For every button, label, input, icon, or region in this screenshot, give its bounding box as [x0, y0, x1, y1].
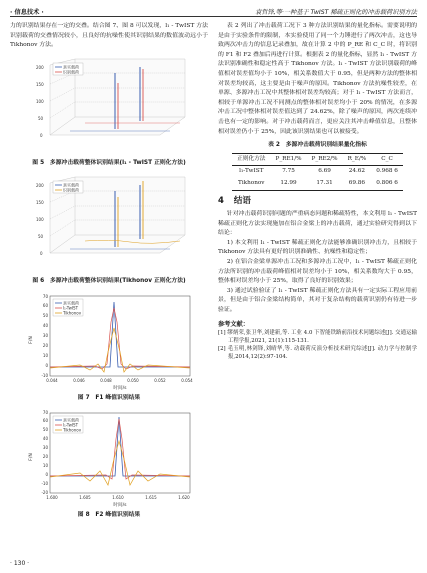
- svg-text:l₁-TwIST: l₁-TwIST: [63, 422, 79, 428]
- fig8-y-ticks: [41, 410, 48, 495]
- fig5-legend-identified: 识别载荷: [63, 69, 79, 75]
- table-cell: 24.62: [348, 168, 366, 175]
- table-row: [232, 178, 403, 190]
- svg-text:0.044: 0.044: [46, 377, 58, 383]
- svg-text:0: 0: [45, 471, 48, 477]
- left-column: [10, 22, 208, 525]
- svg-text:1.615: 1.615: [145, 494, 157, 500]
- svg-text:70: 70: [42, 409, 48, 415]
- table-header: R_E/%: [347, 155, 367, 162]
- fig6-ztick: 0: [40, 251, 43, 257]
- table-cell: 7.75: [282, 168, 295, 175]
- svg-text:30: 30: [42, 332, 48, 338]
- right-paragraph: 表 2 列出了冲击载荷工况下 3 种方法识别结果的量化指标。需要说明的是由于实验条件的限制，本实验使用了同一个力锤进行了两次冲击，这也导致两次冲击力的信息记录叠加，故在计算 2 中的 P_RE 和 C_C 时，将识别的 F1 和 F2 叠加后再进行计算。根据表 2 的量化指标，显然 l₁ - TwIST 方法识别准确性和稳定性高于 Tikhonov 方法。l₁ - TwIST 方法识别载荷的峰值相对误差值均小于 10%，相关系数值大于 0.95，但是两种方法的整体相对误差均较高，这主要是由于噪声的原因。Tikhonov 方法抗噪性较差，在单源、多源冲击工况中其整体相对误差均较高；对于 l₁ - TwIST 方法而言，相较于单源冲击工况不同测点的整体相对误差均小于 20% 的情况，在多源冲击工况中整体相对误差值达到了 24.62%，除了噪声的原因，两次连续冲击也有一定的影响。对于冲击载荷而言，更应关注其冲击峰值信息，且整体相对误差仍小于 25%，因此该识别结果也可以被接受。: [218, 23, 417, 135]
- svg-text:真实载荷: 真实载荷: [63, 300, 79, 306]
- figure-8: [10, 409, 208, 521]
- svg-text:0: 0: [45, 362, 48, 368]
- figure-6: [10, 173, 208, 287]
- svg-text:1.620: 1.620: [178, 494, 190, 500]
- table-header: 正则化方法: [237, 155, 266, 162]
- svg-text:40: 40: [42, 322, 48, 328]
- fig6-ztick: 200: [36, 183, 44, 189]
- fig6-legend-identified: 识别载荷: [63, 187, 79, 193]
- table-cell: Tikhonov: [238, 179, 265, 186]
- table-header: P_RE1/%: [275, 155, 302, 162]
- svg-text:70: 70: [42, 293, 48, 299]
- svg-text:-10: -10: [41, 480, 48, 486]
- svg-text:20: 20: [42, 342, 48, 348]
- svg-text:30: 30: [42, 444, 48, 450]
- svg-text:Tikhonov: Tikhonov: [63, 310, 82, 316]
- conclusion-point-2: 2) 在铝合金梁单源冲击工况和多源冲击工况中，l₁ - TwIST 稀疏正则化方法所识别的冲击载荷峰值相对误差均小于 10%，相关系数均大于 0.95，整体相对误差均小于 25%，取得了良好的识别效果；: [218, 259, 417, 285]
- table-cell: l₁-TwIST: [239, 168, 264, 175]
- conclusion-intro: 针对冲击载荷识别问题的严重病态问题和稀疏特性，本文利用 l₁ - TwIST 稀疏正则化方法实现施加在铝合金梁上的冲击载荷，通过实验研究得到以下结论：: [218, 211, 417, 237]
- svg-text:1.600: 1.600: [46, 494, 58, 500]
- section-heading: [218, 197, 417, 207]
- svg-text:-10: -10: [41, 372, 48, 378]
- running-title: 袁哲锋,等·一种基于 TwIST 稀疏正则化的冲击载荷识别方法: [255, 9, 417, 16]
- left-paragraph: 力的识别结果存在一定的交叠。结合图 7、图 8 可以发现，l₁ - TwIST 方法识别载荷的交叠情况较小，且良好的抗噪性使其识别结果的数值波动远小于 Tikhonov 方法。: [10, 23, 208, 49]
- fig8-ylabel: F/N: [29, 452, 34, 461]
- page-number: · 130 ·: [10, 560, 30, 567]
- figure-5-caption: 图 5 多源冲击载荷整体识别结果(l₁ - TwIST 正则化方法): [32, 159, 186, 166]
- fig7-y-ticks: [41, 294, 48, 378]
- conclusion-point-3: 3) 通过试验验证了 l₁ - TwIST 稀疏正则化方法具有一定实际工程应用前景，但是由于铝合金梁结构简单，其对于复杂结构的载荷识别仍有待进一步验证。: [218, 287, 417, 314]
- table-header: C_C: [381, 155, 393, 162]
- fig8-chart: [10, 409, 208, 509]
- table-cell: 6.69: [318, 168, 331, 175]
- fig5-legend: [53, 63, 83, 75]
- svg-text:50: 50: [42, 426, 48, 432]
- svg-text:40: 40: [42, 435, 48, 441]
- svg-text:l₁-TwIST: l₁-TwIST: [63, 305, 79, 311]
- fig5-ztick: 0: [40, 132, 43, 138]
- table-cell: 17.31: [316, 179, 333, 186]
- header-rule: [10, 16, 417, 17]
- fig7-ylabel: F/N: [29, 336, 34, 344]
- section-label: · 信息技术 ·: [10, 9, 44, 16]
- fig8-legend: [53, 416, 83, 433]
- svg-text:真实载荷: 真实载荷: [63, 417, 79, 423]
- svg-text:60: 60: [42, 417, 48, 423]
- fig5-legend-true: 真实载荷: [63, 64, 79, 70]
- table-cell: 0.968 6: [376, 168, 398, 175]
- svg-text:60: 60: [42, 302, 48, 308]
- fig8-x-ticks: [46, 495, 190, 500]
- table-header: P_RE2/%: [311, 155, 338, 162]
- table-2: [232, 153, 403, 191]
- fig7-chart: [10, 292, 208, 392]
- fig6-legend-true: 真实载荷: [63, 182, 79, 188]
- fig5-chart: [10, 55, 208, 157]
- svg-text:50: 50: [42, 312, 48, 318]
- reference-item: [1] 缪炳荣,张卫华,刘建新,等. 工业 4.0 下智能铁路前沿技术问题综述[J]. 交通运输工程学报,2021, 21(1):115-131.: [218, 330, 417, 345]
- svg-text:0.052: 0.052: [154, 377, 166, 383]
- figure-6-caption: 图 6 多源冲击载荷整体识别结果(Tikhonov 正则化方法): [32, 278, 186, 285]
- fig5-ztick: 100: [36, 98, 44, 104]
- svg-text:-20: -20: [41, 489, 48, 495]
- reference-item: [2] 毛玉明,林剑锋,刘晴华,等. 动载荷反演分析技术研究综述[J]. 动力学与控制学报,2014,12(2):97-104.: [218, 346, 417, 361]
- references-title: 参考文献：: [218, 320, 249, 328]
- fig5-ztick: 50: [38, 115, 44, 121]
- table-2-caption: 表 2 多源冲击载荷识别结果量化指标: [268, 142, 367, 149]
- svg-text:10: 10: [42, 352, 48, 358]
- table-cell: 0.806 6: [376, 179, 398, 186]
- fig5-ztick: 200: [36, 64, 44, 70]
- svg-text:10: 10: [42, 462, 48, 468]
- fig6-z-ticks: [36, 183, 44, 256]
- fig6-legend: [53, 181, 83, 193]
- fig7-xlabel: 时间/s: [113, 385, 127, 391]
- figure-7-caption: 图 7 F1 峰值识别结果: [77, 394, 141, 401]
- fig6-chart: [10, 173, 208, 275]
- table-row: [232, 166, 403, 178]
- svg-text:Tikhonov: Tikhonov: [63, 427, 82, 433]
- section-number: 4: [218, 195, 224, 206]
- conclusion-point-1: 1) 本文利用 l₁ - TwIST 稀疏正则化方法能够准确识别冲击力，且相较于 Tikhonov 方法具有更好的识别准确性、抗噪性和稳定性；: [218, 239, 417, 256]
- svg-text:20: 20: [42, 453, 48, 459]
- fig8-xlabel: 时间/s: [113, 502, 127, 508]
- figure-5: [10, 55, 208, 169]
- fig7-x-ticks: [46, 378, 193, 383]
- svg-text:0.048: 0.048: [100, 377, 112, 383]
- figure-7: [10, 292, 208, 404]
- svg-text:1.610: 1.610: [112, 494, 124, 500]
- fig7-legend: [53, 299, 83, 316]
- fig6-ztick: 150: [36, 200, 44, 206]
- fig6-ztick: 50: [38, 234, 44, 240]
- svg-text:0.050: 0.050: [127, 377, 139, 383]
- fig6-ztick: 100: [36, 217, 44, 223]
- table-cell: 69.86: [348, 179, 366, 186]
- svg-text:1.605: 1.605: [79, 494, 91, 500]
- svg-text:0.046: 0.046: [73, 377, 85, 383]
- fig5-z-ticks: [36, 65, 44, 138]
- right-column: [218, 22, 417, 361]
- table-cell: 12.99: [280, 179, 297, 186]
- fig5-ztick: 150: [36, 81, 44, 87]
- svg-text:0.054: 0.054: [181, 377, 193, 383]
- section-title: 结语: [233, 195, 251, 206]
- table-header-row: [232, 153, 403, 166]
- figure-8-caption: 图 8 F2 峰值识别结果: [77, 511, 141, 518]
